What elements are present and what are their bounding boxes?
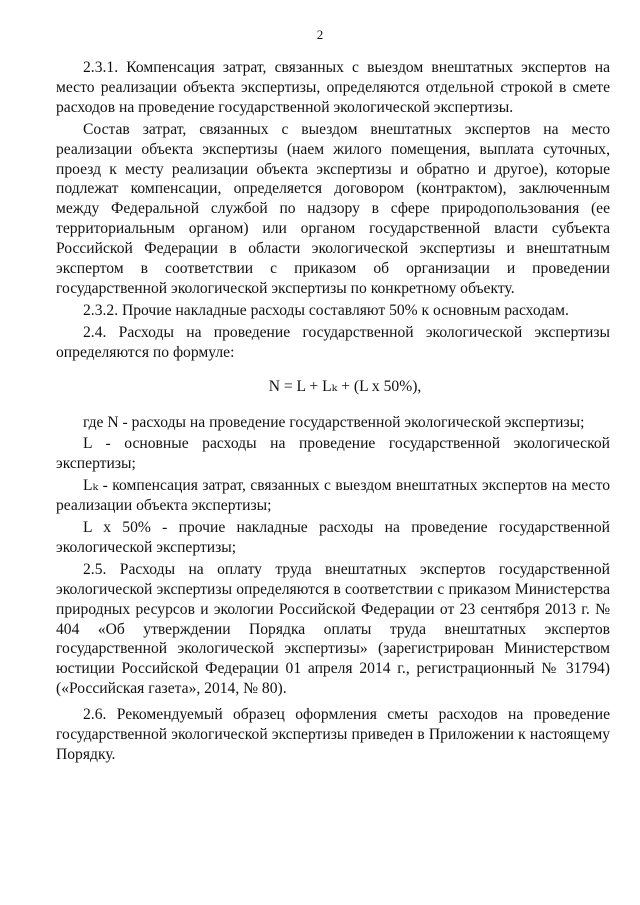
- paragraph-2-5: 2.5. Расходы на оплату труда внештатных экспертов государственной экологической экспертизы определяются в соответствии с приказом Министерства природных ресурсов и экологии Российской Федерации от 23 сентября 2013 г. № 404 «Об утверждении Порядка оплаты труда внештатных экспертов государственной экологической экспертизы» (зарегистрирован Министерством юстиции Российской Федерации 01 апреля 2014 г., регистрационный № 31794) («Российская газета», 2014, № 80).: [56, 560, 610, 698]
- document-body: [56, 58, 610, 767]
- definition-lk: Lₖ - компенсация затрат, связанных с выездом внештатных экспертов на место реализации объекта экспертизы;: [56, 477, 610, 515]
- definition-overhead: L x 50% - прочие накладные расходы на проведение государственной экологической экспертизы;: [56, 519, 610, 556]
- definition-l: L - основные расходы на проведение государственной экологической экспертизы;: [56, 435, 610, 473]
- definition-n: где N - расходы на проведение государственной экологической экспертизы;: [83, 413, 585, 431]
- paragraph-2-6: 2.6. Рекомендуемый образец оформления сметы расходов на проведение государственной экологической экспертизы приведен в Приложении к настоящему Порядку.: [56, 706, 610, 763]
- paragraph-2-4: 2.4. Расходы на проведение государственной экологической экспертизы определяются по формуле:: [56, 323, 610, 361]
- page-number: 2: [316, 27, 324, 42]
- paragraph-2-3-1: 2.3.1. Компенсация затрат, связанных с выездом внештатных экспертов на место реализации объекта экспертизы, определяются отдельной строкой в смете расходов на проведение государственной экологической экспертизы.: [56, 59, 610, 116]
- paragraph-cost-composition: Состав затрат, связанных с выездом внештатных экспертов на место реализации объекта экспертизы (наем жилого помещения, выплата суточных, проезд к месту реализации объекта экспертизы и обратно и другое), которые подлежат компенсации, определяется договором (контрактом), заключенным между Федеральной службой по надзору в сфере природопользования (ее территориальным органом) или органом государственной власти субъекта Российской Федерации в области экологической экспертизы и внештатным экспертом в соответствии с приказом об организации и проведении государственной экологической экспертизы по конкретному объекту.: [56, 120, 610, 297]
- cost-formula: N = L + Lₖ + (L x 50%),: [268, 377, 422, 395]
- paragraph-2-3-2: 2.3.2. Прочие накладные расходы составляют 50% к основным расходам.: [83, 301, 569, 319]
